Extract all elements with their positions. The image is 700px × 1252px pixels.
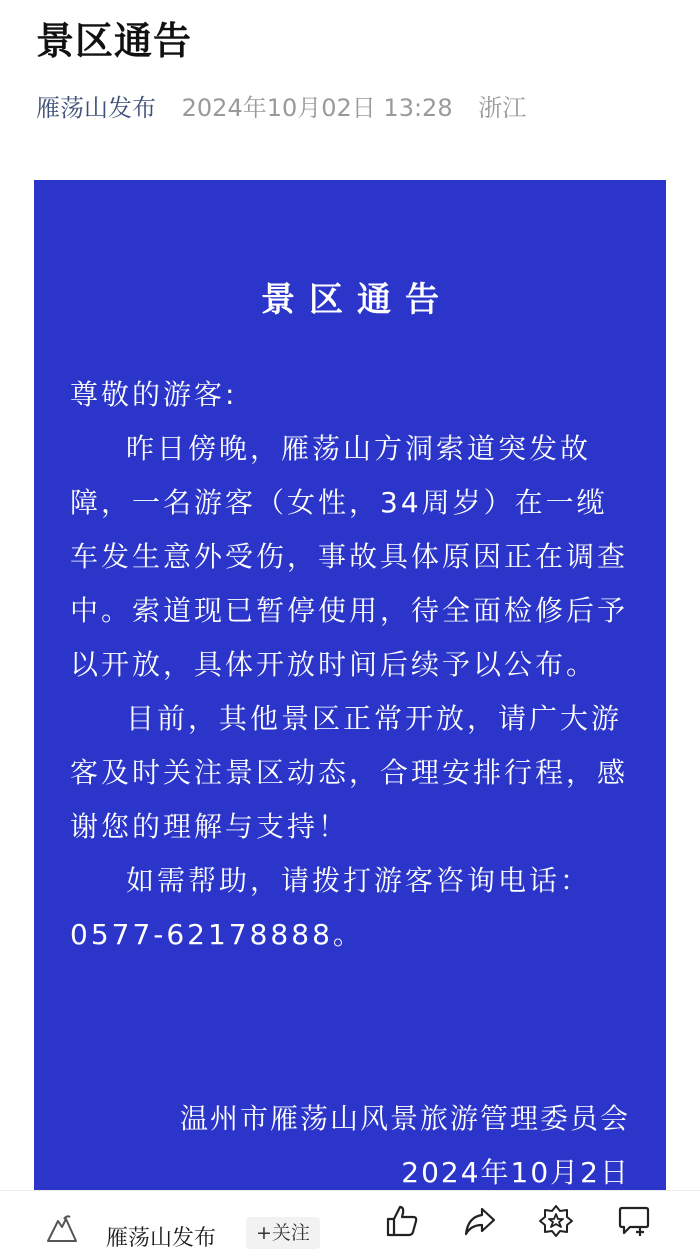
notice-title: 景区通告 [261, 280, 453, 320]
notice-paragraph: 目前，其他景区正常开放，请广大游客及时关注景区动态，合理安排行程，感谢您的理解与支持！ [70, 702, 629, 843]
article-meta [36, 88, 526, 123]
comment-icon[interactable] [616, 1203, 652, 1239]
notice-paragraph: 如需帮助，请拨打游客咨询电话：0577-62178888。 [70, 864, 592, 951]
author-link[interactable]: 雁荡山发布 [36, 94, 156, 122]
notice-greeting: 尊敬的游客: [70, 378, 238, 411]
notice-signature-block [180, 1092, 630, 1200]
favorite-icon[interactable] [538, 1203, 574, 1239]
share-icon[interactable] [462, 1203, 498, 1239]
page-title: 景区通告 [36, 19, 193, 63]
bottom-author-name[interactable]: 雁荡山发布 [106, 1226, 217, 1251]
notice-date: 2024年10月2日 [401, 1156, 630, 1189]
publish-datetime: 2024年10月02日 13:28 [181, 94, 453, 122]
notice-signature: 温州市雁荡山风景旅游管理委员会 [179, 1102, 630, 1135]
notice-paragraph: 昨日傍晚，雁荡山方洞索道突发故障，一名游客（女性，34周岁）在一缆车发生意外受伤，事故具体原因正在调查中。索道现已暂停使用，待全面检修后予以开放，具体开放时间后续予以公布。 [70, 432, 629, 681]
notice-image [34, 180, 666, 1190]
bottom-action-bar [0, 1190, 700, 1249]
follow-button[interactable]: +关注 [246, 1217, 320, 1249]
avatar[interactable] [44, 1213, 80, 1243]
notice-body [70, 368, 636, 962]
publish-location: 浙江 [478, 94, 527, 122]
like-icon[interactable] [384, 1203, 420, 1239]
